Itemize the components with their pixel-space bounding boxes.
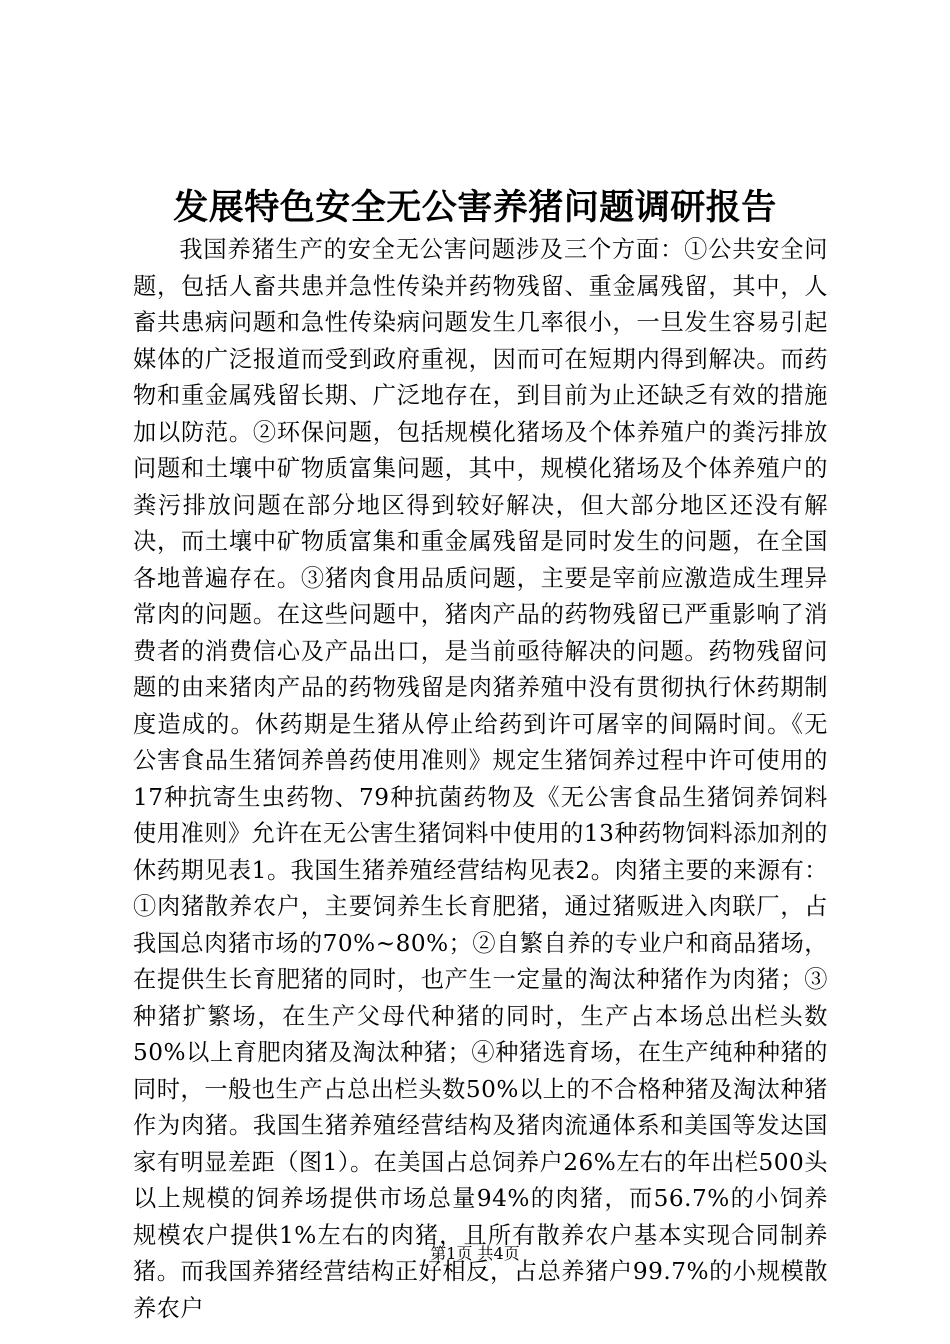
- document-body-paragraph: 我国养猪生产的安全无公害问题涉及三个方面：①公共安全问题，包括人畜共患并急性传染并药物残留、重金属残留，其中，人畜共患病问题和急性传染病问题发生几率很小，一旦发生容易引起媒体的广泛报道而受到政府重视，因而可在短期内得到解决。而药物和重金属残留长期、广泛地存在，到目前为止还缺乏有效的措施加以防范。②环保问题，包括规模化猪场及个体养殖户的粪污排放问题和土壤中矿物质富集问题，其中，规模化猪场及个体养殖户的粪污排放问题在部分地区得到较好解决，但大部分地区还没有解决，而土壤中矿物质富集和重金属残留是同时发生的问题，在全国各地普遍存在。③猪肉食用品质问题，主要是宰前应激造成生理异常肉的问题。在这些问题中，猪肉产品的药物残留已严重影响了消费者的消费信心及产品出口，是当前亟待解决的问题。药物残留问题的由来猪肉产品的药物残留是肉猪养殖中没有贯彻执行休药期制度造成的。休药期是生猪从停止给药到许可屠宰的间隔时间。《无公害食品生猪饲养兽药使用准则》规定生猪饲养过程中许可使用的17种抗寄生虫药物、79种抗菌药物及《无公害食品生猪饲养饲料使用准则》允许在无公害生猪饲料中使用的13种药物饲料添加剂的休药期见表1。我国生猪养殖经营结构见表2。肉猪主要的来源有：①肉猪散养农户，主要饲养生长育肥猪，通过猪贩进入肉联厂，占我国总肉猪市场的70%~80%；②自繁自养的专业户和商品猪场，在提供生长育肥猪的同时，也产生一定量的淘汰种猪作为肉猪；③种猪扩繁场，在生产父母代种猪的同时，生产占本场总出栏头数50%以上育肥肉猪及淘汰种猪；④种猪选育场，在生产纯种种猪的同时，一般也生产占总出栏头数50%以上的不合格种猪及淘汰种猪作为肉猪。我国生猪养殖经营结构及猪肉流通体系和美国等发达国家有明显差距（图1）。在美国占总饲养户26%左右的年出栏500头以上规模的饲养场提供市场总量94%的肉猪，而56.7%的小饲养规模农户提供1%左右的肉猪，且所有散养农户基本实现合同制养猪。而我国养猪经营结构正好相反，占总养猪户99.7%的小规模散养农户: [133, 236, 828, 1322]
- page-number-footer: 第1页 共4页: [430, 1244, 520, 1263]
- document-title: 发展特色安全无公害养猪问题调研报告: [173, 187, 777, 228]
